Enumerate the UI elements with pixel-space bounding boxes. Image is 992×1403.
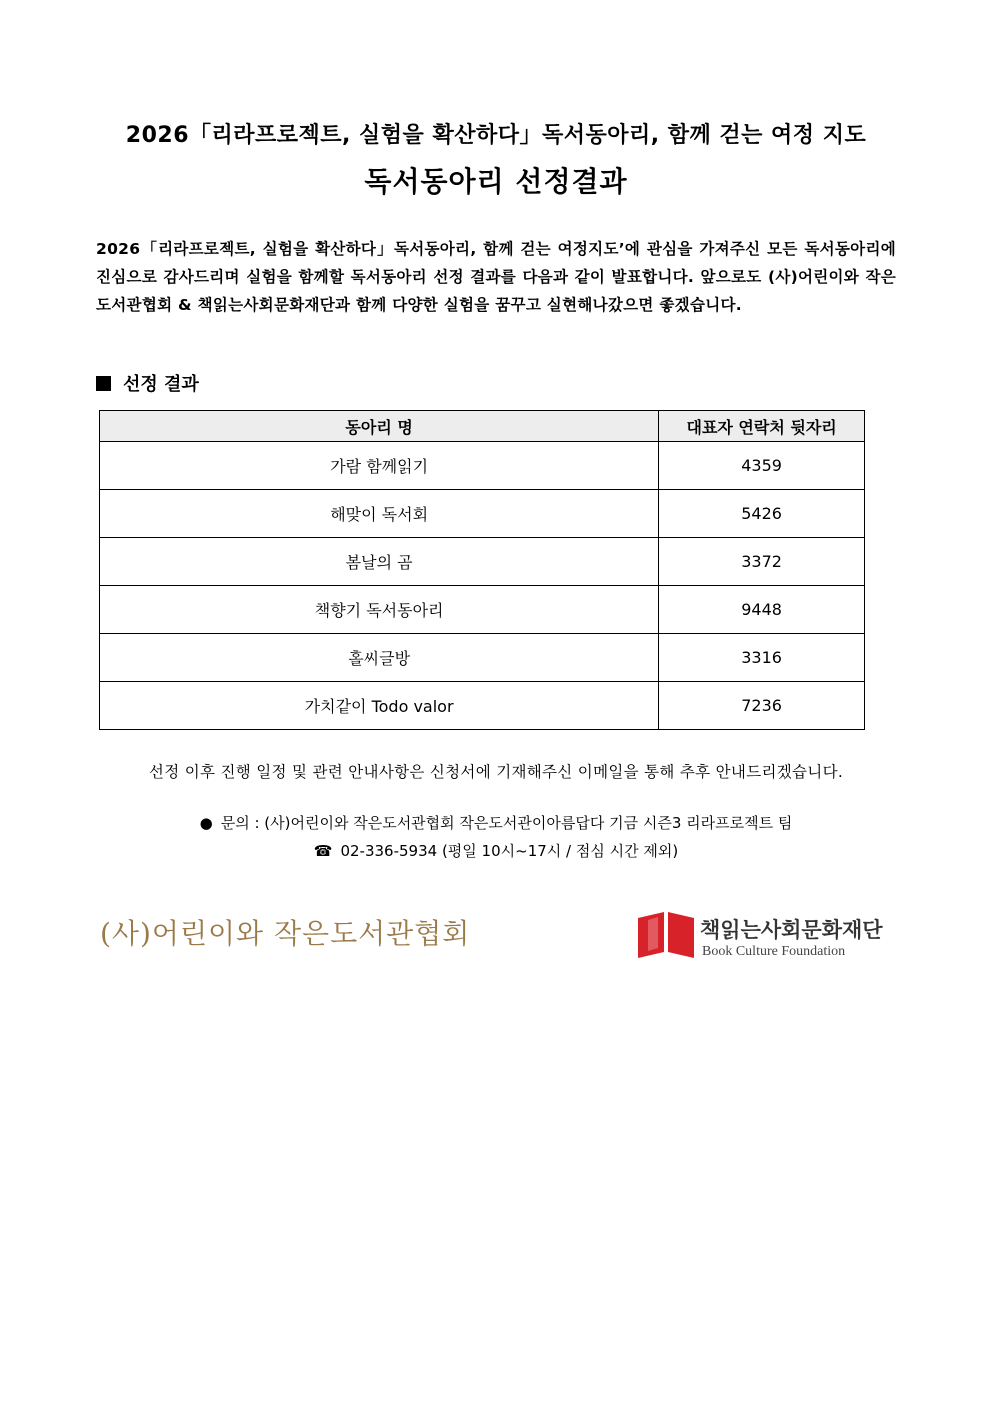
association-logo-text: (사)어린이와 작은도서관협회 [100, 917, 471, 950]
foundation-logo [638, 912, 883, 962]
black-circle-bullet-icon: ● [199, 814, 213, 832]
header-contact-digits: 대표자 연락처 뒷자리 [659, 411, 865, 442]
table-row [100, 490, 865, 538]
foundation-logo-english: Book Culture Foundation [702, 944, 846, 959]
contact-phone-line [0, 840, 992, 861]
table-row [100, 538, 865, 586]
header-club-name: 동아리 명 [100, 411, 659, 442]
contact-digits-cell: 4359 [659, 442, 865, 490]
club-name-cell: 봄날의 곰 [100, 538, 659, 586]
foundation-logo-korean: 책읽는사회문화재단 [700, 918, 883, 942]
table-row [100, 442, 865, 490]
contact-digits-cell: 3316 [659, 634, 865, 682]
contact-inquiry-line [0, 812, 992, 833]
selection-result-table [99, 410, 865, 730]
document-title-line2: 독서동아리 선정결과 [364, 165, 628, 198]
club-name-cell: 책향기 독서동아리 [100, 586, 659, 634]
contact-digits-cell: 3372 [659, 538, 865, 586]
contact-digits-cell: 9448 [659, 586, 865, 634]
table-row [100, 682, 865, 730]
club-name-cell: 가람 함께읽기 [100, 442, 659, 490]
intro-paragraph: 2026「리라프로젝트, 실험을 확산하다」독서동아리, 함께 걷는 여정지도’에 관심을 가져주신 모든 독서동아리에 진심으로 감사드리며 실험을 함께할 독서동아리 선정 결과를 다음과 같이 발표합니다. 앞으로도 (사)어린이와 작은도서관협회 & 책읽는사회문화재단과 함께 다양한 실험을 꿈꾸고 실현해나갔으면 좋겠습니다. [96, 240, 896, 314]
contact-digits-cell: 5426 [659, 490, 865, 538]
telephone-icon: ☎ [313, 842, 333, 860]
table-header-row [100, 411, 865, 442]
table-row [100, 634, 865, 682]
open-book-icon [638, 912, 694, 958]
contact-digits-cell: 7236 [659, 682, 865, 730]
section-heading-label: 선정 결과 [123, 374, 199, 395]
contact-inquiry-text: 문의 : (사)어린이와 작은도서관협회 작은도서관이아름답다 기금 시즌3 리라프로젝트 팀 [220, 814, 793, 832]
club-name-cell: 가치같이 Todo valor [100, 682, 659, 730]
black-square-icon [96, 376, 111, 391]
association-logo [100, 912, 470, 952]
table-row [100, 586, 865, 634]
follow-up-notice: 선정 이후 진행 일정 및 관련 안내사항은 신청서에 기재해주신 이메일을 통해 추후 안내드리겠습니다. [148, 763, 844, 781]
club-name-cell: 해맞이 독서회 [100, 490, 659, 538]
contact-phone-text: 02-336-5934 (평일 10시~17시 / 점심 시간 제외) [340, 842, 679, 860]
section-heading [96, 370, 199, 396]
club-name-cell: 홀씨글방 [100, 634, 659, 682]
document-title-line1: 2026「리라프로젝트, 실험을 확산하다」독서동아리, 함께 걷는 여정 지도 [125, 123, 867, 148]
